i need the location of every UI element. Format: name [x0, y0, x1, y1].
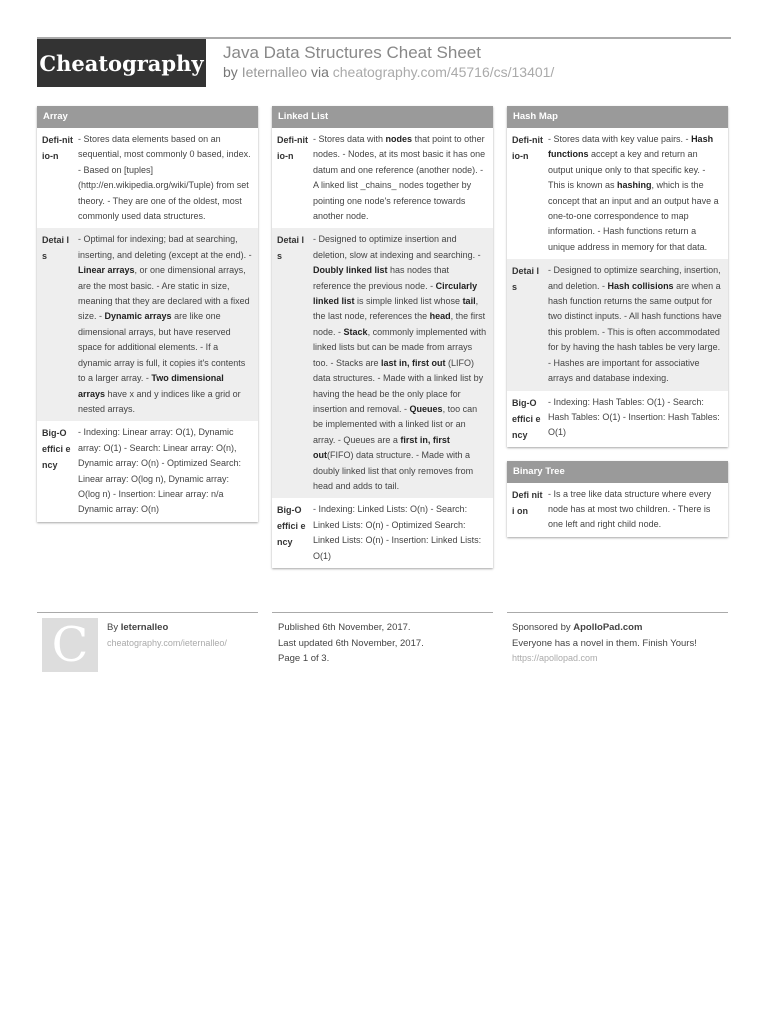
- byline-via: via: [310, 64, 329, 80]
- row-key: Detai ls: [277, 235, 305, 262]
- row-key: Defi-nitio-n: [42, 135, 73, 161]
- section-title: Linked List: [272, 106, 493, 128]
- row-value: - Indexing: Linear array: O(1), Dynamic array: O(1) - Search: Linear array: O(n), Dynamic array: O(n) - Optimized Search: Linear array: O(log n), Dynamic array: O(log n) - Insertion: Linear array: n/a Dynamic array: O(n): [78, 427, 242, 515]
- footer-page-number: Page 1 of 3.: [278, 653, 330, 664]
- table-row: [272, 498, 493, 568]
- table-row: [507, 391, 728, 447]
- author-link[interactable]: Ieternalleo: [241, 64, 308, 80]
- row-key: Big-O effici ency: [512, 397, 541, 440]
- row-key: Detai ls: [42, 235, 70, 262]
- section-box: [507, 461, 728, 537]
- footer-rule-1: [37, 612, 258, 613]
- table-row: [272, 128, 493, 228]
- section-box: [507, 106, 728, 447]
- footer-author-url[interactable]: cheatography.com/ieternalleo/: [107, 637, 227, 648]
- row-value: - Indexing: Hash Tables: O(1) - Search: Hash Tables: O(1) - Insertion: Hash Tables: O(1): [548, 396, 720, 438]
- footer-sponsor-label: Sponsored by: [512, 622, 571, 633]
- footer-by-label: By: [107, 622, 119, 633]
- table-row: [37, 421, 258, 521]
- row-key: Defi-nitio-n: [512, 135, 543, 161]
- table-row: [507, 259, 728, 390]
- row-key: Defi niti on: [512, 489, 543, 516]
- footer-updated: Last updated 6th November, 2017.: [278, 637, 424, 649]
- footer-rule-3: [507, 612, 728, 613]
- table-row: [37, 128, 258, 228]
- row-value: - Is a tree like data structure where every node has at most two children. - There is one left and right child node.: [548, 488, 712, 530]
- row-value: - Designed to optimize insertion and deletion, slow at indexing and searching. - Doubly linked list has nodes that reference the previous node. - Circularly linked list is simple linked list whose tail, the last node, references the head, the first node. - Stack, commonly implemented with linked lists but can be made from arrays too. - Stacks are last in, first out (LIFO) data structures. - Made with a linked list by having the head be the only place for insertion and removal. - Queues, too can be implemented with a linked list or an array. - Queues are a first in, first out(FIFO) data structure. - Made with a doubly linked list that only removes from head and adds to tail.: [313, 234, 487, 491]
- footer-rule-2: [272, 612, 493, 613]
- section-title: Binary Tree: [507, 461, 728, 483]
- byline-by: by: [223, 64, 238, 80]
- avatar: C: [42, 618, 98, 672]
- footer-published: Published 6th November, 2017.: [278, 622, 411, 633]
- row-value: - Designed to optimize searching, insertion, and deletion. - Hash collisions are when a hash function returns the same output for two distinct inputs. - All hash functions have this problem. - This is often accommodated for by having the hash tables be very large. - Hashes are important for associative arrays and database indexing.: [548, 265, 722, 384]
- row-key: Big-O effici ency: [42, 428, 71, 471]
- table-row: [37, 228, 258, 421]
- footer-sponsor-tagline: Everyone has a novel in them. Finish Yours!: [512, 637, 697, 649]
- table-row: [507, 483, 728, 537]
- column-2: [272, 106, 493, 582]
- row-key: Defi-nitio-n: [277, 135, 308, 161]
- row-value: - Indexing: Linked Lists: O(n) - Search: Linked Lists: O(n) - Optimized Search: Linked Lists: O(n) - Insertion: Linked Lists: O(1): [313, 504, 482, 561]
- cheatography-logo[interactable]: Cheatography: [37, 37, 206, 87]
- row-value: - Optimal for indexing; bad at searching, inserting, and deleting (except at the end). - Linear arrays, or one dimensional arrays, are the most basic. - Are static in size, meaning that they are declared with a fixed size. - Dynamic arrays are like one dimensional arrays, but have reserved space for additional elements. - If a dynamic array is full, it copies it's contents to a larger array. - Two dimensional arrays have x and y indices like a grid or nested arrays.: [78, 234, 252, 414]
- column-3: [507, 106, 728, 551]
- row-value: - Stores data elements based on an sequential, most commonly 0 based, index. - Based on [tuples] (http://en.wikipedia.org/wiki/Tuple) from set theory. - They are one of the oldest, most commonly used data structures.: [78, 134, 251, 222]
- table-row: [507, 128, 728, 259]
- row-value: - Stores data with key value pairs. - Hash functions accept a key and return an output unique only to that specific key. - This is known as hashing, which is the concept that an input and an output have a one-to-one correspondence to map information. - Hash functions return a unique address in memory for that data.: [548, 134, 719, 252]
- section-box: [37, 106, 258, 522]
- header-rule: [206, 37, 731, 39]
- row-key: Detai ls: [512, 266, 540, 293]
- section-box: [272, 106, 493, 568]
- footer-author-name[interactable]: Ieternalleo: [120, 622, 169, 633]
- footer-sponsor-url[interactable]: https://apollopad.com: [512, 653, 598, 663]
- row-value: - Stores data with nodes that point to other nodes. - Nodes, at its most basic it has one datum and one reference (another node). - A linked list _chains_ nodes together by pointing one node's reference towards another node.: [313, 134, 486, 222]
- column-1: [37, 106, 258, 536]
- byline: [223, 64, 554, 80]
- page-title: Java Data Structures Cheat Sheet: [223, 43, 481, 62]
- sheet-url-link[interactable]: cheatography.com/45716/cs/13401/: [332, 64, 555, 80]
- footer-dates: [278, 620, 424, 667]
- table-row: [272, 228, 493, 498]
- section-title: Array: [37, 106, 258, 128]
- footer-sponsor-name[interactable]: ApolloPad.com: [573, 622, 643, 633]
- footer-author: [107, 620, 227, 651]
- footer-sponsor: [512, 620, 697, 667]
- section-title: Hash Map: [507, 106, 728, 128]
- row-key: Big-O effici ency: [277, 505, 306, 548]
